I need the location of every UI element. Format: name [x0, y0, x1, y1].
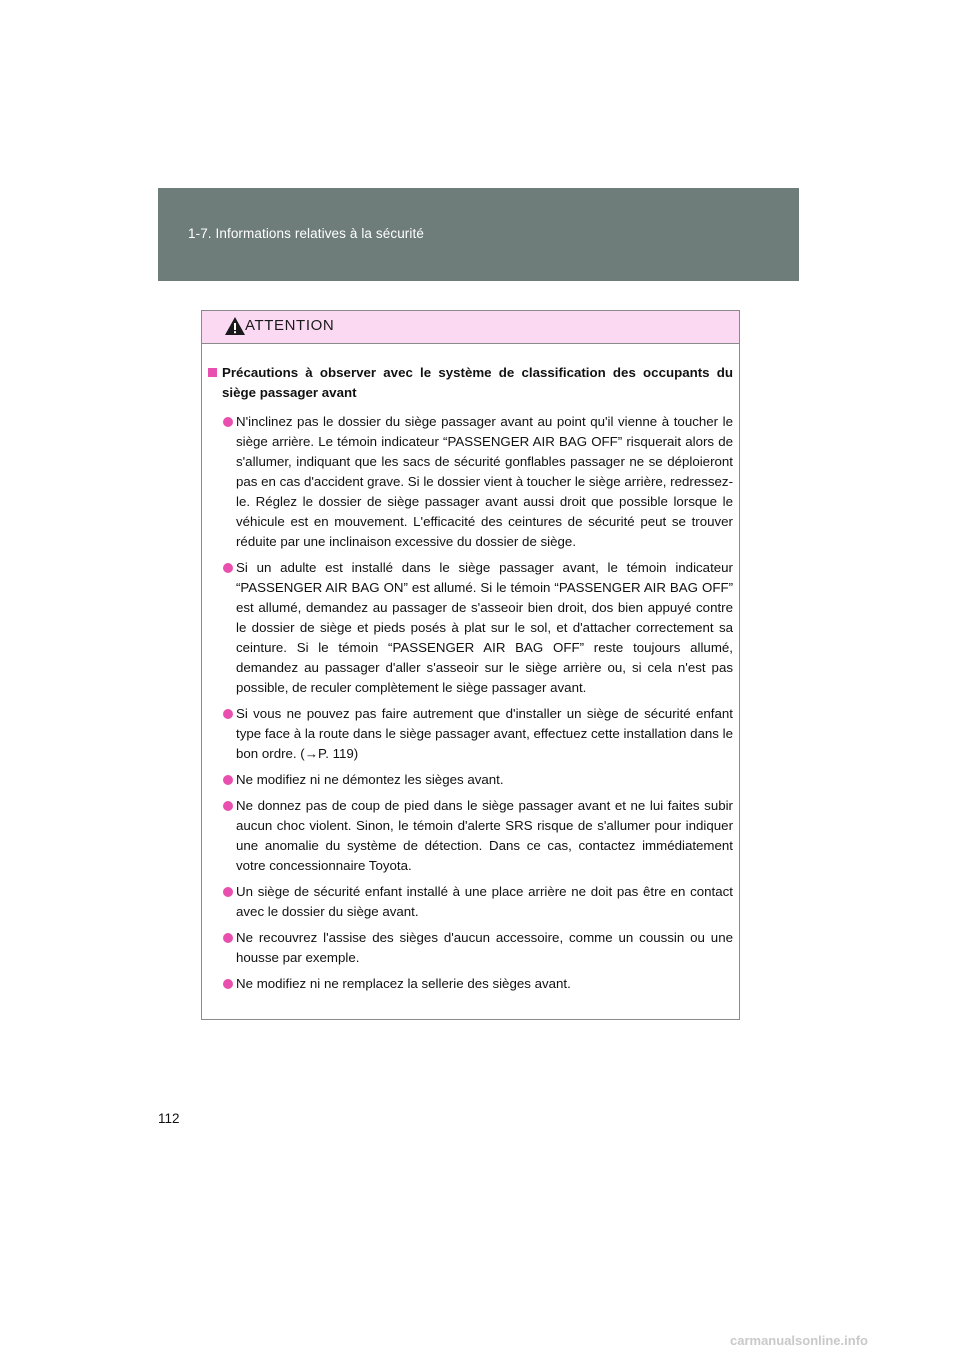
subheading-text: Précautions à observer avec le système de classification des occupants du siège passager avant	[222, 365, 733, 400]
list-item	[208, 770, 733, 790]
round-bullet-icon	[223, 775, 233, 785]
warning-title: ATTENTION	[245, 317, 335, 334]
section-title: 1-7. Informations relatives à la sécurité	[188, 226, 424, 241]
list-item-text: Ne modifiez ni ne remplacez la sellerie des sièges avant.	[236, 976, 571, 991]
list-item-text: N'inclinez pas le dossier du siège passager avant au point qu'il vienne à toucher le siège arrière. Le témoin indicateur “PASSENGER AIR BAG OFF” risquerait alors de s'allumer, indiquant que les sacs de sécurité gonflables passager ne se déploieront pas en cas d'accident grave. Si le dossier vient à toucher le siège arrière, redressez-le. Réglez le dossier de siège passager avant aussi droit que possible lorsque le véhicule est en mouvement. L'efficacité des ceintures de sécurité peut se trouver réduite par une inclinaison excessive du dossier de siège.	[236, 414, 733, 549]
list-item	[208, 928, 733, 968]
square-bullet-icon	[208, 368, 217, 377]
watermark: carmanualsonline.info	[730, 1333, 868, 1348]
list-item-text: Ne recouvrez l'assise des sièges d'aucun accessoire, comme un coussin ou une housse par exemple.	[236, 930, 733, 965]
list-item-text: Si un adulte est installé dans le siège passager avant, le témoin indicateur “PASSENGER AIR BAG ON” est allumé. Si le témoin “PASSENGER AIR BAG OFF” est allumé, demandez au passager de s'asseoir bien droit, dos bien appuyé contre le dossier de siège et pieds posés à plat sur le sol, et d'attacher correctement sa ceinture. Si le témoin “PASSENGER AIR BAG OFF” reste toujours allumé, demandez au passager d'aller s'asseoir sur le siège arrière ou, si cela n'est pas possible, de reculer complètement le siège passager avant.	[236, 560, 733, 695]
round-bullet-icon	[223, 801, 233, 811]
round-bullet-icon	[223, 979, 233, 989]
warning-content	[202, 344, 739, 994]
warning-box	[201, 310, 740, 1020]
round-bullet-icon	[223, 709, 233, 719]
list-item	[208, 882, 733, 922]
page-number: 112	[158, 1111, 180, 1126]
round-bullet-icon	[223, 417, 233, 427]
list-item	[208, 558, 733, 698]
list-item-text: Un siège de sécurité enfant installé à une place arrière ne doit pas être en contact avec le dossier du siège avant.	[236, 884, 733, 919]
round-bullet-icon	[223, 933, 233, 943]
list-item	[208, 974, 733, 994]
list-item	[208, 704, 733, 764]
round-bullet-icon	[223, 563, 233, 573]
section-header-band	[158, 188, 799, 281]
list-item	[208, 412, 733, 552]
list-item-text: Ne donnez pas de coup de pied dans le siège passager avant et ne lui faites subir aucun choc violent. Sinon, le témoin d'alerte SRS risque de s'allumer pour indiquer une anomalie du système de détection. Dans ce cas, contactez immédiatement votre concessionnaire Toyota.	[236, 798, 733, 873]
warning-header	[202, 311, 739, 344]
warning-triangle-icon	[224, 316, 246, 336]
list-item	[208, 796, 733, 876]
list-item-text: Ne modifiez ni ne démontez les sièges avant.	[236, 772, 504, 787]
round-bullet-icon	[223, 887, 233, 897]
precaution-list	[208, 412, 733, 994]
list-item-text: Si vous ne pouvez pas faire autrement que d'installer un siège de sécurité enfant type face à la route dans le siège passager avant, effectuez cette installation dans le bon ordre. (→P. 119)	[236, 706, 733, 761]
warning-subheading	[208, 363, 733, 403]
